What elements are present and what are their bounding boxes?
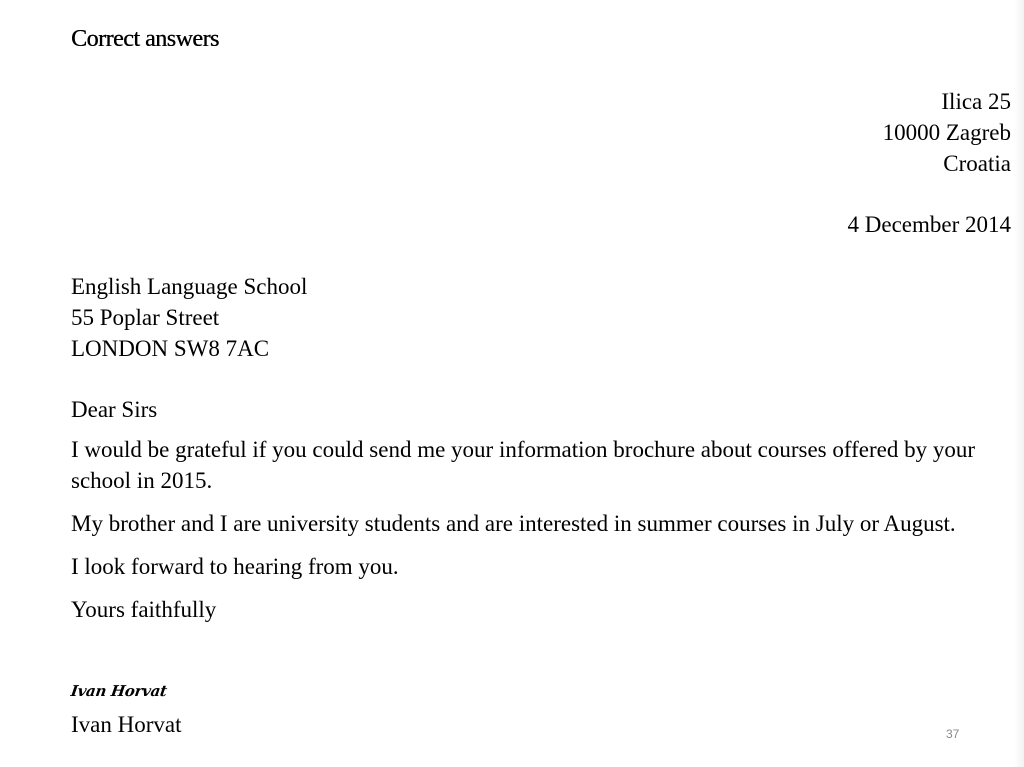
recipient-address-line: English Language School — [71, 274, 308, 299]
slide-edge-shadow — [1014, 0, 1024, 767]
body-paragraph: I look forward to hearing from you. — [71, 554, 399, 579]
salutation: Dear Sirs — [71, 397, 158, 422]
recipient-address-line: LONDON SW8 7AC — [71, 336, 270, 361]
sender-address-line: 10000 Zagreb — [882, 120, 1011, 145]
letter-date: 4 December 2014 — [847, 212, 1011, 237]
body-paragraph: My brother and I are university students and are interested in summer courses in July or August. — [71, 511, 956, 536]
printed-name: Ivan Horvat — [71, 712, 182, 737]
recipient-address-line: 55 Poplar Street — [71, 305, 220, 330]
slide-heading: Correct answers — [71, 26, 219, 52]
closing: Yours faithfully — [71, 597, 217, 622]
sender-address-line: Croatia — [943, 151, 1011, 176]
sender-address — [883, 86, 1011, 179]
page-number: 37 — [946, 727, 960, 741]
letter-body — [71, 394, 1001, 637]
sender-address-line: Ilica 25 — [941, 89, 1011, 114]
handwritten-signature: Ivan Horvat — [69, 682, 168, 700]
recipient-address — [71, 271, 307, 364]
body-paragraph: I would be grateful if you could send me your information brochure about courses offered by your school in 2015. — [71, 437, 975, 493]
